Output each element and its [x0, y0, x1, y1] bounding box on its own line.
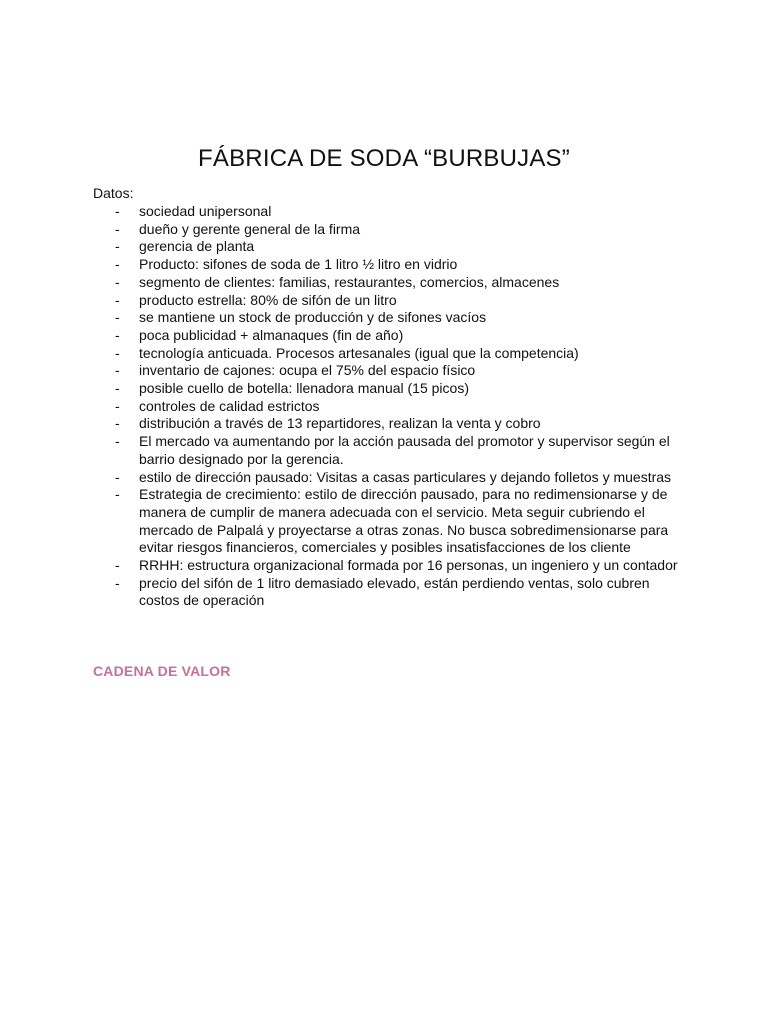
bullet-dash: - [115, 415, 120, 432]
bullet-dash: - [115, 397, 120, 414]
list-item-text: RRHH: estructura organizacional formada por 16 personas, un ingeniero y un contador [139, 557, 678, 574]
bullet-dash: - [115, 344, 120, 361]
list-item [93, 203, 693, 221]
section-heading: CADENA DE VALOR [93, 663, 231, 679]
list-item-text: El mercado va aumentando por la acción pausada del promotor y supervisor según el barrio designado por la gerencia. [139, 433, 670, 467]
list-item-text: sociedad unipersonal [139, 203, 272, 219]
list-item-text: producto estrella: 80% de sifón de un litro [139, 291, 397, 308]
data-label: Datos: [93, 185, 134, 201]
list-item [93, 292, 693, 310]
list-item-text: segmento de clientes: familias, restaurantes, comercios, almacenes [139, 273, 560, 290]
list-item [93, 256, 693, 274]
bullet-dash: - [115, 238, 120, 255]
bullet-dash: - [115, 326, 120, 343]
list-item-text: Producto: sifones de soda de 1 litro ½ litro en vidrio [139, 256, 458, 273]
bullet-dash: - [115, 574, 120, 591]
list-item-text: precio del sifón de 1 litro demasiado elevado, están perdiendo ventas, solo cubren costos de operación [139, 574, 650, 609]
list-item [93, 327, 693, 345]
list-item-text: dueño y gerente general de la firma [139, 220, 361, 237]
list-item [93, 486, 693, 557]
list-item-text: inventario de cajones: ocupa el 75% del espacio físico [139, 362, 476, 379]
list-item [93, 274, 693, 292]
list-item [93, 557, 693, 575]
bullet-dash: - [115, 486, 120, 503]
list-item-text: Estrategia de crecimiento: estilo de dirección pausado, para no redimensionarse y de manera de cumplir de manera adecuada con el servicio. Meta seguir cubriendo el mercado de Palpalá y proyectarse a otras zonas. No busca sobredimensionarse para evitar riesgos financieros, comerciales y posibles insatisfacciones de los cliente [139, 486, 669, 556]
list-item [93, 469, 693, 487]
list-item [93, 433, 693, 468]
list-item [93, 398, 693, 416]
list-item-text: posible cuello de botella: llenadora manual (15 picos) [139, 380, 469, 397]
bullet-dash: - [115, 433, 120, 450]
bullet-dash: - [115, 256, 120, 273]
list-item [93, 309, 693, 327]
bullet-dash: - [115, 557, 120, 574]
bullet-dash: - [115, 291, 120, 308]
bullet-dash: - [115, 362, 120, 379]
data-list [93, 203, 693, 610]
list-item-text: distribución a través de 13 repartidores, realizan la venta y cobro [139, 415, 541, 432]
list-item [93, 380, 693, 398]
bullet-dash: - [115, 273, 120, 290]
list-item [93, 575, 693, 610]
list-item-text: controles de calidad estrictos [139, 397, 320, 414]
list-item-text: tecnología anticuada. Procesos artesanales (igual que la competencia) [139, 344, 579, 361]
bullet-dash: - [115, 309, 120, 326]
bullet-dash: - [115, 468, 120, 485]
bullet-dash: - [115, 203, 120, 219]
list-item-text: gerencia de planta [139, 238, 255, 255]
list-item [93, 415, 693, 433]
list-item-text: estilo de dirección pausado: Visitas a casas particulares y dejando folletos y muestras [139, 468, 672, 485]
list-item-text: se mantiene un stock de producción y de sifones vacíos [139, 309, 487, 326]
list-item [93, 221, 693, 239]
list-item [93, 362, 693, 380]
bullet-dash: - [115, 220, 120, 237]
list-item [93, 345, 693, 363]
document-title: FÁBRICA DE SODA “BURBUJAS” [198, 145, 570, 172]
list-item-text: poca publicidad + almanaques (fin de año) [139, 326, 404, 343]
bullet-dash: - [115, 380, 120, 397]
list-item [93, 238, 693, 256]
